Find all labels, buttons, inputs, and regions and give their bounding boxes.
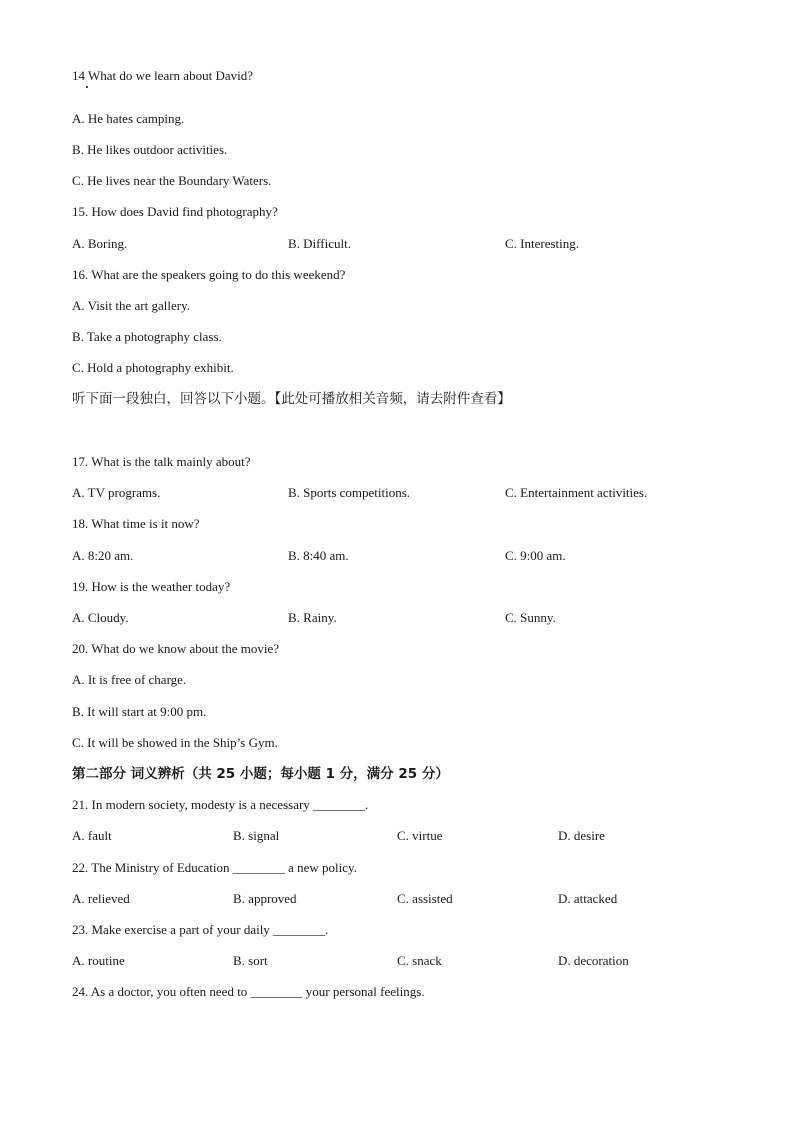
question-22-option-d: D. attacked <box>558 891 618 906</box>
question-16-stem: 16. What are the speakers going to do this weekend? <box>72 267 346 282</box>
question-15-stem: 15. How does David find photography? <box>72 204 278 219</box>
question-21-option-b: B. signal <box>233 828 280 843</box>
question-21-option-d: D. desire <box>558 828 605 843</box>
question-18-option-a: A. 8:20 am. <box>72 548 134 563</box>
question-16-option-c: C. Hold a photography exhibit. <box>72 360 234 375</box>
question-15-option-c: C. Interesting. <box>505 236 580 251</box>
question-14-option-a: A. He hates camping. <box>72 111 185 126</box>
question-20-option-a: A. It is free of charge. <box>72 672 187 687</box>
question-14-stem: 14 What do we learn about David? <box>72 68 253 83</box>
question-22-stem: 22. The Ministry of Education ________ a new policy. <box>72 860 357 875</box>
question-19-stem: 19. How is the weather today? <box>72 579 231 594</box>
question-23-option-d: D. decoration <box>558 953 629 968</box>
question-18-stem: 18. What time is it now? <box>72 516 200 531</box>
question-16-option-b: B. Take a photography class. <box>72 329 222 344</box>
question-20-option-b: B. It will start at 9:00 pm. <box>72 704 207 719</box>
question-17-option-a: A. TV programs. <box>72 485 161 500</box>
question-22-option-b: B. approved <box>233 891 297 906</box>
question-21-option-a: A. fault <box>72 828 112 843</box>
question-21-stem: 21. In modern society, modesty is a necessary ________. <box>72 797 369 812</box>
question-14-option-b: B. He likes outdoor activities. <box>72 142 228 157</box>
question-20-stem: 20. What do we know about the movie? <box>72 641 279 656</box>
stray-dot-mark <box>86 86 88 88</box>
question-17-option-b: B. Sports competitions. <box>288 485 411 500</box>
question-21-option-c: C. virtue <box>397 828 443 843</box>
question-14-option-c: C. He lives near the Boundary Waters. <box>72 173 272 188</box>
question-23-option-b: B. sort <box>233 953 268 968</box>
question-22-option-a: A. relieved <box>72 891 130 906</box>
question-17-option-c: C. Entertainment activities. <box>505 485 648 500</box>
question-16-option-a: A. Visit the art gallery. <box>72 298 190 313</box>
question-23-stem: 23. Make exercise a part of your daily ________. <box>72 922 329 937</box>
question-23-option-a: A. routine <box>72 953 125 968</box>
question-22-option-c: C. assisted <box>397 891 453 906</box>
question-19-option-b: B. Rainy. <box>288 610 337 625</box>
question-23-option-c: C. snack <box>397 953 442 968</box>
monologue-instruction: 听下面一段独白，回答以下小题。【此处可播放相关音频，请去附件查看】 <box>72 391 511 407</box>
question-19-option-c: C. Sunny. <box>505 610 556 625</box>
question-18-option-b: B. 8:40 am. <box>288 548 349 563</box>
question-18-option-c: C. 9:00 am. <box>505 548 566 563</box>
question-24-stem: 24. As a doctor, you often need to ________ your personal feelings. <box>72 984 425 999</box>
question-20-option-c: C. It will be showed in the Ship’s Gym. <box>72 735 278 750</box>
question-15-option-b: B. Difficult. <box>288 236 351 251</box>
question-17-stem: 17. What is the talk mainly about? <box>72 454 251 469</box>
part-2-heading: 第二部分 词义辨析（共 25 小题；每小题 1 分，满分 25 分） <box>72 766 449 782</box>
question-15-option-a: A. Boring. <box>72 236 128 251</box>
question-19-option-a: A. Cloudy. <box>72 610 129 625</box>
